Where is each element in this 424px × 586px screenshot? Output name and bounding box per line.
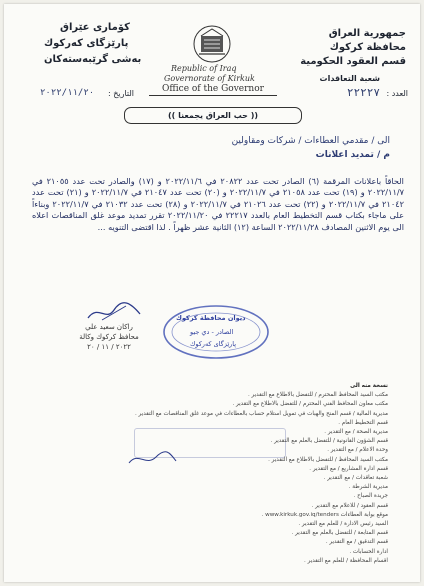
date-value: ٢٠٢٢/١١/٢٠ <box>40 88 95 98</box>
signatory-title: محافظ كركوك وكالة <box>79 333 139 341</box>
cc-item: قسم ادارة المشاريع / مع التقدير . <box>309 465 388 472</box>
cc-item: قسم التخطيط العام . <box>338 419 388 426</box>
cc-item: قسم التدقيق / مع التقدير . <box>325 539 388 546</box>
cc-item: ادارة الحسابات . <box>349 548 388 555</box>
header-divider <box>149 95 277 96</box>
cc-list <box>88 382 388 566</box>
cc-item: قسم الشؤون القانونية / للتفضل بالعلم مع التقدير . <box>270 438 388 445</box>
slogan-box: (( حب العراق يجمعنا )) <box>124 107 302 124</box>
number-value: ٢٢٢٢٧ <box>346 86 380 99</box>
cc-item: السيد رئيس الادارة / للعلم مع التقدير . <box>298 521 388 528</box>
signature-block <box>74 322 144 352</box>
header-governorate-en: Governorate of Kirkuk <box>164 74 255 83</box>
header-country-ar: جمهورية العراق <box>328 28 406 39</box>
cc-item: مكتب السيد المحافظ / للتفضل بالاطلاع مع التقدير . <box>268 456 388 463</box>
header-department-ar: قسم العقود الحكومية <box>300 56 406 67</box>
stamp-subtitle: الصادر - دي جيو <box>190 328 234 336</box>
recipient-line: الى / مقدمي العطاءات / شركات ومقاولين <box>231 136 390 146</box>
letter-body: الحاقاً باعلانات المرقمة (٦) الصادر تحت عدد ٢٠٨٢٢ في ٢٠٢٢/١١/٦ و (١٧) والصادر تحت عدد ٢١٠٥٥ في ٢٠٢٢/١١/٧ و (١٩) تحت عدد ٢١٠٥٨ في ٢٠٢٢/١١/٧ و (٢٠) تحت عدد ٢١٠٤٧ في ٢٠٢٢/١١/٧ و (٢١) تحت عدد ٢١٠٤٢ في ٢٠٢٢/١١/٧ و (٢٢) تحت عدد ٢١٠٢٦ في ٢٠٢٢/١١/٧ و (٢٨) تحت عدد ٢١٠٣٢ في ٢٠٢٢/١١/٧ وبناءاً على ماجاء بكتاب قسم التخطيط العام بالعدد ٢٢٢١٧ في ٢٠٢٢/١١/٢٠ تقرر تمديد موعد غلق المناقصات اعلاه الى يوم الاثنين المصادف ٢٠٢٢/١١/٢٨ الساعة (١٢) الثانية عشر ظهراً . لذا اقتضى التنويه ... <box>32 176 405 232</box>
cc-item: مديرية الشرطة . <box>348 484 388 491</box>
recipient-block <box>232 134 390 162</box>
header-governorate-ar: محافظة كركوك <box>329 42 406 53</box>
document-page <box>4 4 420 582</box>
header-country-en: Republic of Iraq <box>171 64 237 73</box>
cc-item: جريدة الصباح . <box>353 493 388 500</box>
signature-date: ٢٠٢٢ / ١١ / ٢٠ <box>87 343 131 351</box>
cc-item: قسم العقود / للاعلام مع التقدير . <box>311 502 388 509</box>
signatory-name: راكان سعيد علي <box>85 323 133 331</box>
subject-line: م / تمديد اعلانات <box>315 150 390 160</box>
stamp-title: ديوان محافظة كركوك <box>176 314 246 322</box>
section-label: شعبة التعاقدات <box>319 74 380 83</box>
header-governorate-ku: پارێزگای کەرکوك <box>44 38 129 49</box>
cc-heading: نسخة منه الى <box>350 383 388 389</box>
header-office-en: Office of the Governor <box>162 84 264 94</box>
cc-item: قسم المتابعة / للتفضل بالعلم مع التقدير . <box>291 530 388 537</box>
cc-item: مكتب معاون المحافظ الفني المحترم / للتفضل بالاطلاع مع التقدير . <box>232 401 388 408</box>
cc-item: وحدة الاعلام / مع التقدير . <box>327 447 388 454</box>
stamp-kurdish: پارێزگای کەرکوك <box>190 340 237 348</box>
number-label: العدد : <box>386 89 408 98</box>
cc-item: شعبة تعاقدات / مع التقدير . <box>323 475 388 482</box>
cc-item: اقسام المحافظة / للعلم مع التقدير . <box>304 557 388 564</box>
cc-item: موقع بوابة العطاءات www.kirkuk.gov.iq/tenders . <box>261 511 388 518</box>
header-country-ku: كۆماری عێراق <box>60 22 130 33</box>
handwritten-signature <box>84 300 144 324</box>
cc-item: مكتب السيد المحافظ المحترم / للتفضل بالاطلاع مع التقدير . <box>247 392 388 399</box>
iraq-seal-icon <box>192 24 232 64</box>
header-department-ku: بەشی گرێبەستەکان <box>44 54 142 65</box>
cc-item: مديرية المالية / قسم المنح والهبات في تمويل استلام حساب بالعطاءات في موعد غلق المناقصات مع التقدير . <box>135 410 388 417</box>
cc-item: مديرية الصحة / مع التقدير . <box>324 429 388 436</box>
date-label: التاريخ : <box>108 89 135 98</box>
